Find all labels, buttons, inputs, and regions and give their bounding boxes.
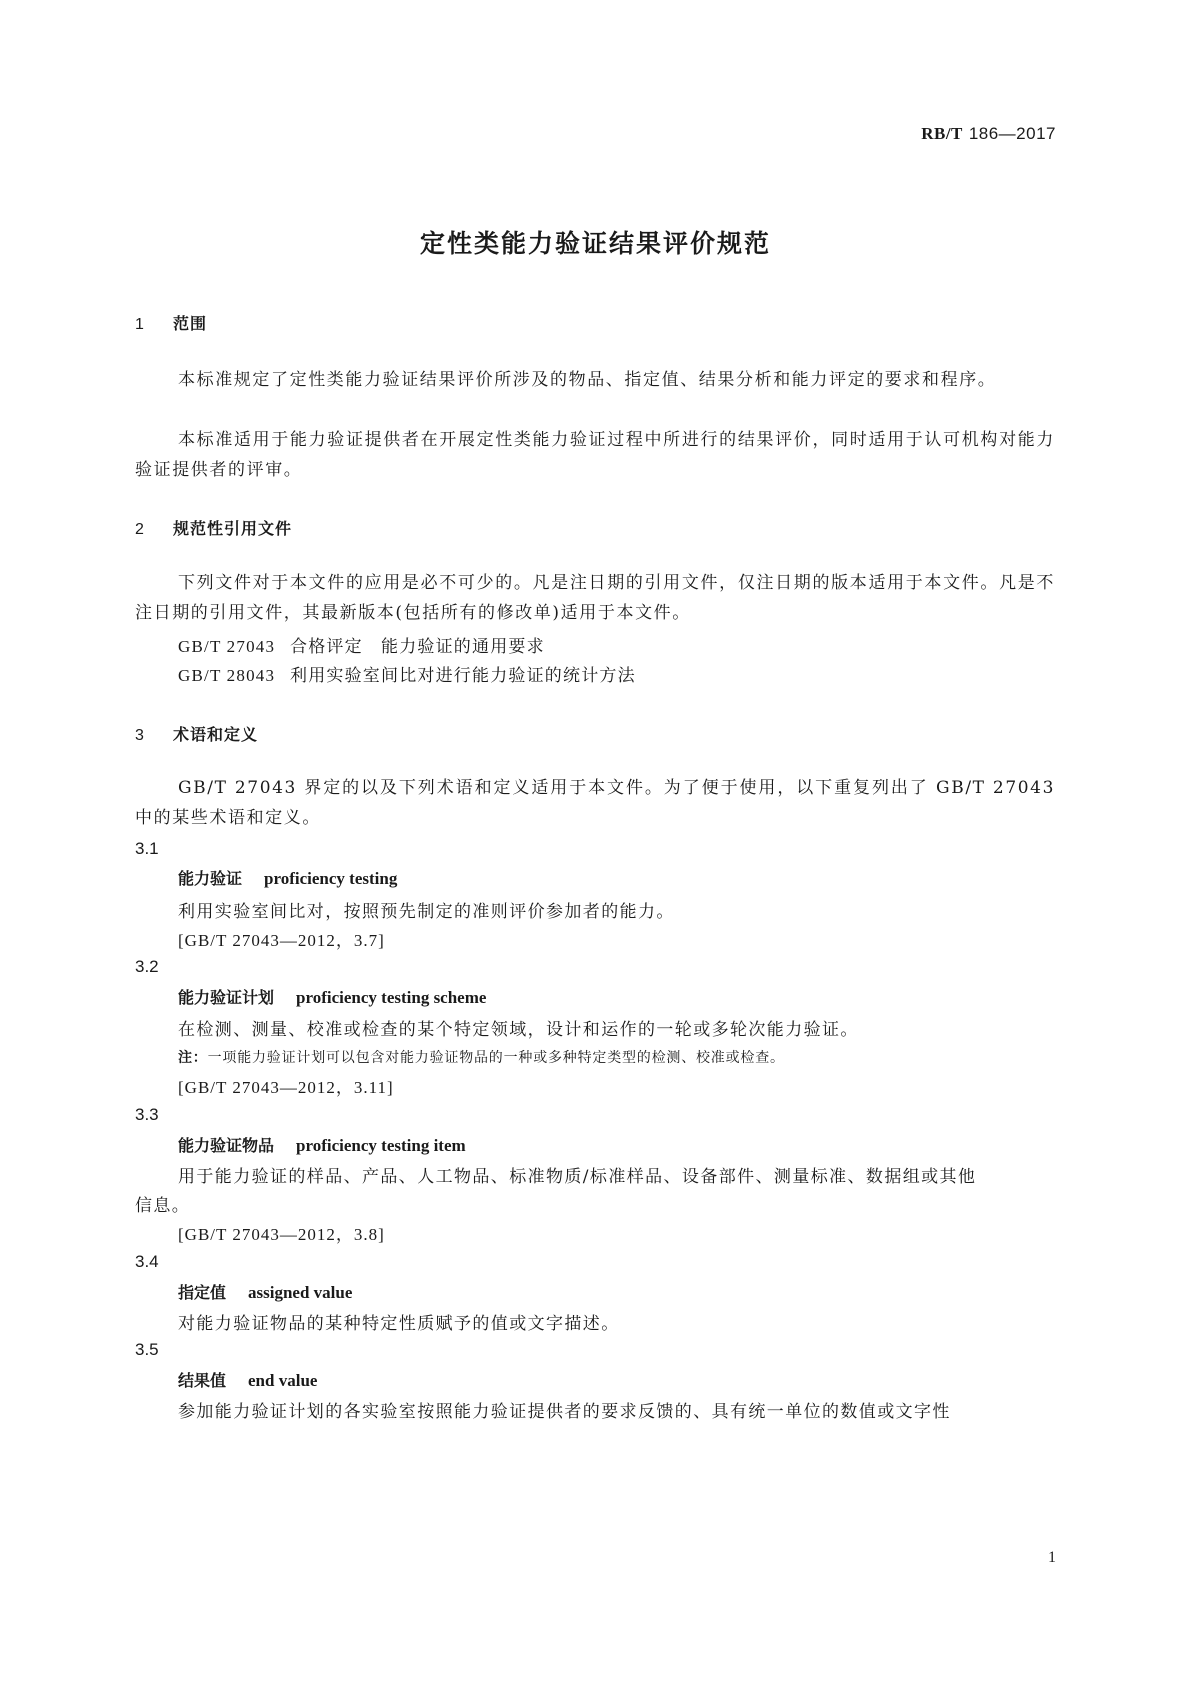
term-en: proficiency testing item xyxy=(296,1136,466,1155)
term-heading xyxy=(178,985,486,1008)
term-en: end value xyxy=(248,1371,318,1390)
section-title: 术语和定义 xyxy=(173,725,259,744)
term-en: proficiency testing scheme xyxy=(296,988,487,1007)
section-1-paragraph-2: 本标准适用于能力验证提供者在开展定性类能力验证过程中所进行的结果评价，同时适用于认可机构对能力验证提供者的评审。 xyxy=(135,430,1055,480)
term-definition: 对能力验证物品的某种特定性质赋予的值或文字描述。 xyxy=(178,1314,620,1334)
term-en: assigned value xyxy=(248,1283,353,1302)
term-definition: 用于能力验证的样品、产品、人工物品、标准物质/标准样品、设备部件、测量标准、数据组或其他 xyxy=(178,1167,977,1187)
section-number: 3 xyxy=(135,727,145,744)
term-zh: 能力验证 xyxy=(178,869,243,888)
reference-code: GB/T 28043 xyxy=(178,666,276,685)
section-1-paragraph-1: 本标准规定了定性类能力验证结果评价所涉及的物品、指定值、结果分析和能力评定的要求和程序。 xyxy=(178,370,997,390)
term-heading xyxy=(178,866,397,889)
reference-code: GB/T 27043 xyxy=(178,637,276,656)
term-source: [GB/T 27043—2012，3.11] xyxy=(178,1078,394,1097)
reference-title: 合格评定 能力验证的通用要求 xyxy=(290,637,545,657)
section-3-heading xyxy=(135,722,258,745)
term-zh: 指定值 xyxy=(178,1283,227,1302)
term-en: proficiency testing xyxy=(264,869,398,888)
term-definition-continued: 信息。 xyxy=(135,1196,191,1216)
term-source: [GB/T 27043—2012，3.7] xyxy=(178,931,385,950)
term-definition: 利用实验室间比对，按照预先制定的准则评价参加者的能力。 xyxy=(178,902,675,922)
term-heading xyxy=(178,1133,466,1156)
section-3-paragraph-1: GB/T 27043 界定的以及下列术语和定义适用于本文件。为了便于使用，以下重复列出了 GB/T 27043 中的某些术语和定义。 xyxy=(135,778,1055,828)
section-title: 范围 xyxy=(173,314,208,333)
reference-title: 利用实验室间比对进行能力验证的统计方法 xyxy=(290,666,636,686)
note-text: 一项能力验证计划可以包含对能力验证物品的一种或多种特定类型的检测、校准或检查。 xyxy=(207,1050,785,1066)
term-note xyxy=(178,1047,785,1067)
normative-reference xyxy=(178,632,545,657)
term-source: [GB/T 27043—2012，3.8] xyxy=(178,1225,385,1244)
term-number: 3.4 xyxy=(135,1252,159,1271)
term-heading xyxy=(178,1280,352,1303)
term-zh: 结果值 xyxy=(178,1371,227,1390)
normative-reference xyxy=(178,661,636,686)
section-2-paragraph-1: 下列文件对于本文件的应用是必不可少的。凡是注日期的引用文件，仅注日期的版本适用于本文件。凡是不注日期的引用文件，其最新版本(包括所有的修改单)适用于本文件。 xyxy=(135,573,1055,623)
term-zh: 能力验证物品 xyxy=(178,1136,275,1155)
term-zh: 能力验证计划 xyxy=(178,988,275,1007)
section-2-heading xyxy=(135,516,292,539)
section-number: 1 xyxy=(135,316,145,333)
section-number: 2 xyxy=(135,521,145,538)
standard-code xyxy=(921,124,1056,144)
section-1-heading xyxy=(135,311,207,334)
term-number: 3.1 xyxy=(135,839,159,858)
section-title: 规范性引用文件 xyxy=(173,519,293,538)
term-definition: 在检测、测量、校准或检查的某个特定领域，设计和运作的一轮或多轮次能力验证。 xyxy=(178,1020,859,1040)
document-title: 定性类能力验证结果评价规范 xyxy=(419,229,771,258)
term-definition: 参加能力验证计划的各实验室按照能力验证提供者的要求反馈的、具有统一单位的数值或文字性 xyxy=(178,1402,951,1422)
term-number: 3.2 xyxy=(135,957,159,976)
standard-number: 186—2017 xyxy=(968,124,1056,143)
note-label: 注： xyxy=(178,1050,208,1066)
standard-prefix: RB/T xyxy=(921,124,963,143)
term-number: 3.3 xyxy=(135,1105,159,1124)
term-number: 3.5 xyxy=(135,1340,159,1359)
page-number: 1 xyxy=(1048,1549,1056,1566)
term-heading xyxy=(178,1368,317,1391)
